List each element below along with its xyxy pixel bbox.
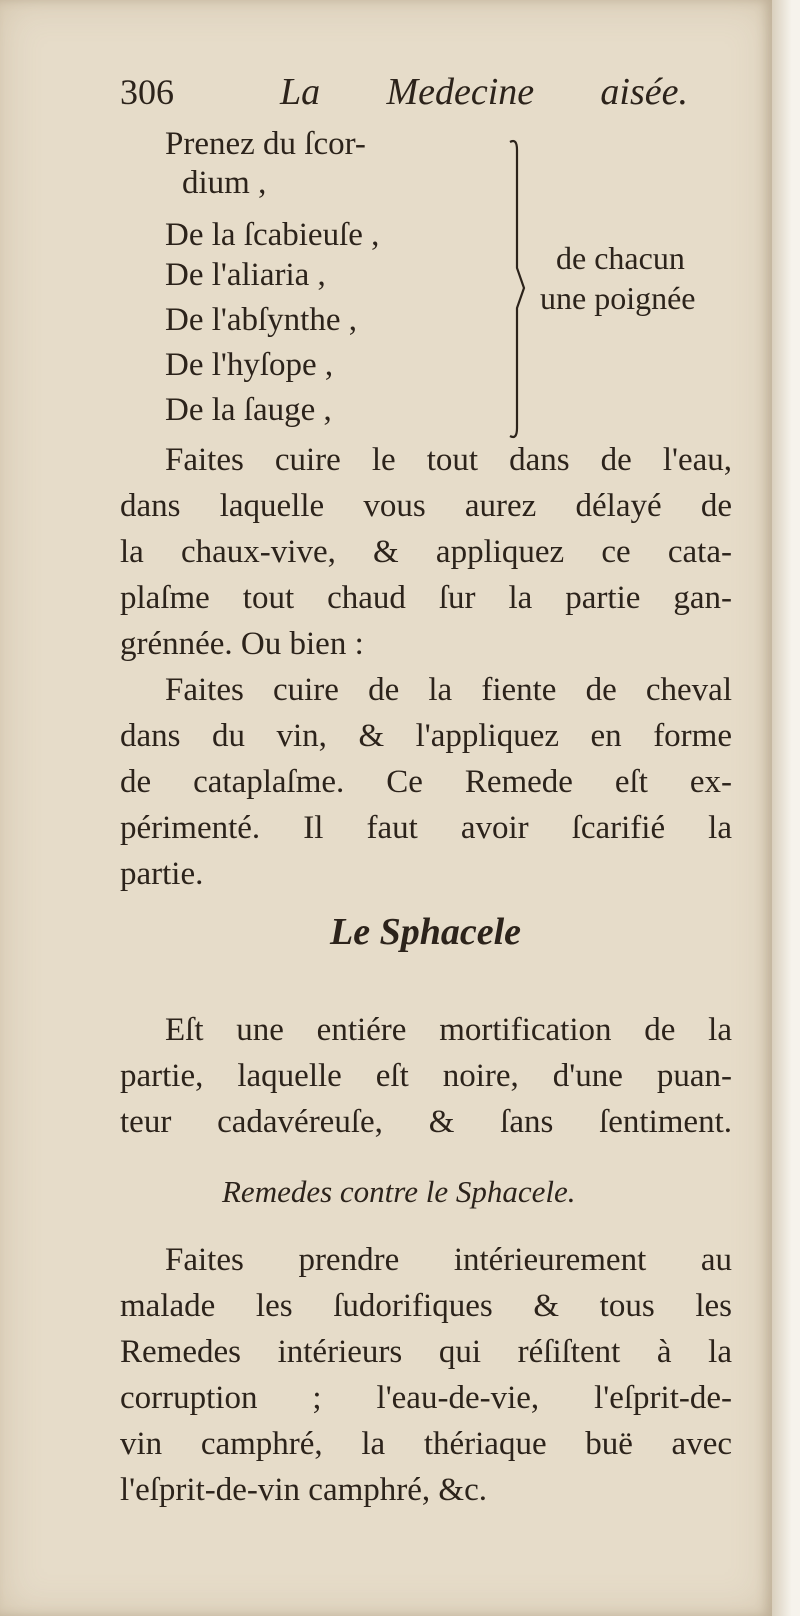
text-line: dans du vin, & l'appliquez en forme — [120, 718, 732, 754]
text-line: plaſme tout chaud ſur la partie gan- — [120, 580, 732, 616]
ingredient-line: De la ſcabieuſe , — [165, 217, 380, 253]
ingredient-line: De la ſauge , — [165, 392, 332, 428]
ingredient-line: dium , — [182, 165, 267, 201]
running-title: La Medecine aisée. — [280, 71, 688, 113]
text-line: grénnée. Ou bien : — [120, 626, 364, 662]
text-line: périmenté. Il faut avoir ſcarifié la — [120, 810, 732, 846]
section-heading: Le Sphacele — [330, 911, 522, 953]
text-line: malade les ſudorifiques & tous les — [120, 1288, 732, 1324]
ingredient-line: De l'aliaria , — [165, 257, 326, 293]
text-line: dans laquelle vous aurez délayé de — [120, 488, 732, 524]
text-line: la chaux-vive, & appliquez ce cata- — [120, 534, 732, 570]
page-edge — [772, 0, 800, 1616]
text-line: Faites cuire de la fiente de cheval — [165, 672, 732, 708]
subsection-heading: Remedes contre le Sphacele. — [222, 1174, 576, 1209]
text-line: Faites cuire le tout dans de l'eau, — [165, 442, 732, 478]
text-line: teur cadavéreuſe, & ſans ſentiment. — [120, 1104, 732, 1140]
text-line: Faites prendre intérieurement au — [165, 1242, 732, 1278]
text-line: Eſt une entiére mortification de la — [165, 1012, 732, 1048]
text-line: corruption ; l'eau-de-vie, l'eſprit-de- — [120, 1380, 732, 1416]
ingredient-line: Prenez du ſcor- — [165, 126, 366, 162]
ingredient-line: De l'abſynthe , — [165, 302, 357, 338]
text-line: Remedes intérieurs qui réſiſtent à la — [120, 1334, 732, 1370]
page-number: 306 — [120, 72, 174, 112]
text-line: vin camphré, la thériaque buë avec — [120, 1426, 732, 1462]
text-line: partie. — [120, 856, 204, 892]
text-line: partie, laquelle eſt noire, d'une puan- — [120, 1058, 732, 1094]
text-line: l'eſprit-de-vin camphré, &c. — [120, 1472, 487, 1508]
portion-line: de chacun — [556, 240, 685, 276]
portion-line: une poignée — [540, 280, 696, 316]
text-line: de cataplaſme. Ce Remede eſt ex- — [120, 764, 732, 800]
ingredient-brace — [508, 138, 526, 440]
ingredient-line: De l'hyſope , — [165, 347, 334, 383]
